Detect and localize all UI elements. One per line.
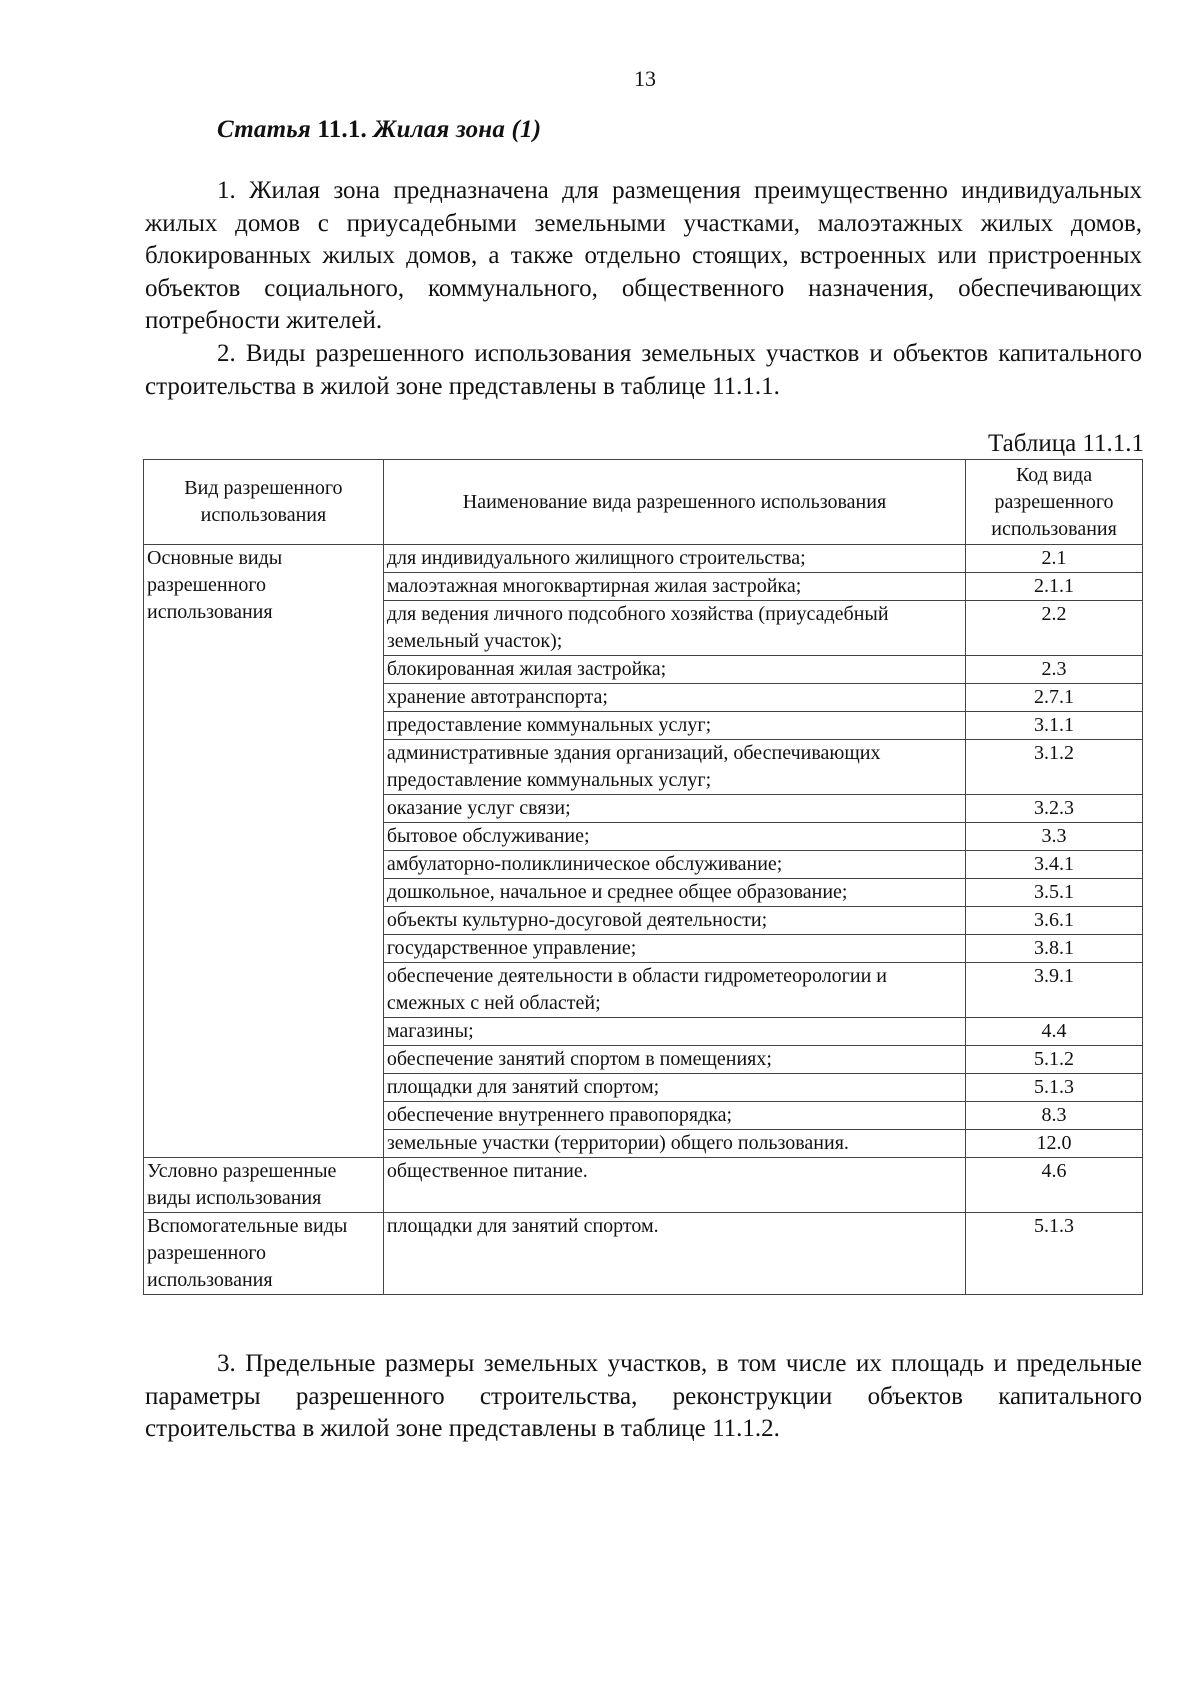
use-code-cell: 3.8.1 [966, 935, 1143, 963]
table-row [144, 1213, 1143, 1295]
paragraph-3: 3. Предельные размеры земельных участков, в том числе их площадь и предельные параметры разрешенного строительства, реконструкции объектов капитального строительства в жилой зоне представлены в таблице 11.1.2. [145, 1350, 1142, 1442]
use-name-cell: площадки для занятий спортом. [383, 1213, 965, 1295]
table-row [144, 1158, 1143, 1213]
use-name-cell: для ведения личного подсобного хозяйства (приусадебный земельный участок); [383, 601, 965, 656]
use-code-cell: 12.0 [966, 1130, 1143, 1158]
use-name-cell: обеспечение занятий спортом в помещениях; [383, 1046, 965, 1074]
use-code-cell: 3.2.3 [966, 795, 1143, 823]
use-name-cell: хранение автотранспорта; [383, 684, 965, 712]
use-name-cell: оказание услуг связи; [383, 795, 965, 823]
use-code-cell: 2.3 [966, 656, 1143, 684]
use-code-cell: 5.1.3 [966, 1074, 1143, 1102]
use-name-cell: для индивидуального жилищного строительства; [383, 545, 965, 573]
header-use-type: Вид разрешенного использования [144, 460, 384, 545]
use-name-cell: дошкольное, начальное и среднее общее образование; [383, 879, 965, 907]
use-name-cell: административные здания организаций, обеспечивающих предоставление коммунальных услуг; [383, 740, 965, 795]
use-code-cell: 5.1.2 [966, 1046, 1143, 1074]
use-code-cell: 4.6 [966, 1158, 1143, 1213]
use-name-cell: объекты культурно-досуговой деятельности; [383, 907, 965, 935]
article-title [217, 116, 541, 144]
page-number: 13 [634, 66, 656, 91]
use-code-cell: 3.4.1 [966, 851, 1143, 879]
header-use-code: Код вида разрешенного использования [966, 460, 1143, 545]
use-code-cell: 3.3 [966, 823, 1143, 851]
use-code-cell: 3.1.2 [966, 740, 1143, 795]
use-group-label: Условно разрешенные виды использования [144, 1158, 384, 1213]
use-name-cell: магазины; [383, 1018, 965, 1046]
use-name-cell: бытовое обслуживание; [383, 823, 965, 851]
use-name-cell: амбулаторно-поликлиническое обслуживание; [383, 851, 965, 879]
paragraph-1: 1. Жилая зона предназначена для размещения преимущественно индивидуальных жилых домов с приусадебными земельными участками, малоэтажных жилых домов, блокированных жилых домов, а также отдельно стоящих, встроенных или пристроенных объектов социального, коммунального, общественного назначения, обеспечивающих потребности жителей. [145, 177, 1142, 334]
use-name-cell: предоставление коммунальных услуг; [383, 712, 965, 740]
article-title-number: 11.1. [317, 116, 367, 143]
paragraph-2: 2. Виды разрешенного использования земельных участков и объектов капитального строительства в жилой зоне представлены в таблице 11.1.1. [145, 340, 1142, 400]
use-group-label: Основные виды разрешенного использования [144, 545, 384, 1158]
use-code-cell: 5.1.3 [966, 1213, 1143, 1295]
use-name-cell: площадки для занятий спортом; [383, 1074, 965, 1102]
use-code-cell: 3.1.1 [966, 712, 1143, 740]
use-name-cell: общественное питание. [383, 1158, 965, 1213]
use-name-cell: государственное управление; [383, 935, 965, 963]
article-title-rest: Жилая зона (1) [367, 116, 542, 143]
use-code-cell: 3.6.1 [966, 907, 1143, 935]
use-code-cell: 2.2 [966, 601, 1143, 656]
permitted-use-table [143, 459, 1143, 1295]
use-group-label: Вспомогательные виды разрешенного использования [144, 1213, 384, 1295]
table-caption: Таблица 11.1.1 [988, 430, 1144, 457]
table-row [144, 545, 1143, 573]
use-name-cell: обеспечение внутреннего правопорядка; [383, 1102, 965, 1130]
use-code-cell: 4.4 [966, 1018, 1143, 1046]
use-code-cell: 3.9.1 [966, 963, 1143, 1018]
use-name-cell: малоэтажная многоквартирная жилая застройка; [383, 573, 965, 601]
use-code-cell: 2.1.1 [966, 573, 1143, 601]
table-header-row [144, 460, 1143, 545]
use-code-cell: 3.5.1 [966, 879, 1143, 907]
article-title-prefix: Статья [217, 116, 318, 143]
header-use-name: Наименование вида разрешенного использования [383, 460, 965, 545]
use-name-cell: обеспечение деятельности в области гидрометеорологии и смежных с ней областей; [383, 963, 965, 1018]
use-name-cell: блокированная жилая застройка; [383, 656, 965, 684]
use-code-cell: 2.1 [966, 545, 1143, 573]
use-name-cell: земельные участки (территории) общего пользования. [383, 1130, 965, 1158]
use-code-cell: 8.3 [966, 1102, 1143, 1130]
table-body [144, 545, 1143, 1295]
use-code-cell: 2.7.1 [966, 684, 1143, 712]
